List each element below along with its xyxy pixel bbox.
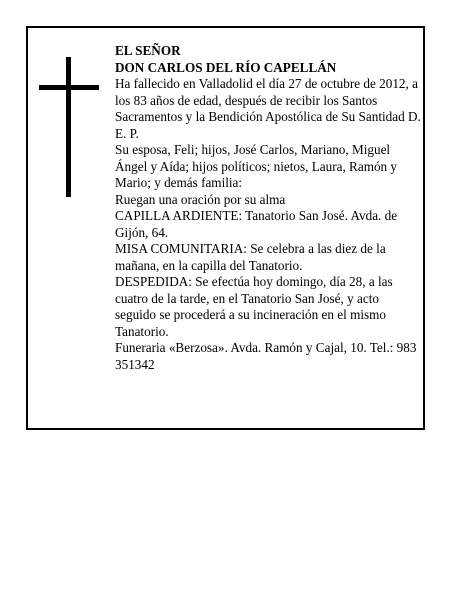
cross-horizontal-bar	[39, 85, 99, 90]
obituary-text	[115, 43, 423, 373]
prayer-request: Ruegan una oración por su alma	[115, 191, 286, 207]
mass-info: MISA COMUNITARIA: Se celebra a las diez de la mañana, en la capilla del Tanatorio.	[115, 241, 386, 273]
deceased-name: DON CARLOS DEL RÍO CAPELLÁN	[115, 59, 337, 75]
death-notice: Ha fallecido en Valladolid el día 27 de octubre de 2012, a los 83 años de edad, después de recibir los Santos Sacramentos y la Bendición Apostólica de Su Santidad D. E. P.	[115, 76, 421, 141]
obituary-notice	[26, 26, 425, 430]
family-list: Su esposa, Feli; hijos, José Carlos, Mariano, Miguel Ángel y Aída; hijos políticos; nietos, Laura, Ramón y Mario; y demás familia:	[115, 142, 398, 190]
chapel-info: CAPILLA ARDIENTE: Tanatorio San José. Avda. de Gijón, 64.	[115, 208, 398, 240]
cross-icon	[39, 57, 99, 197]
farewell-info: DESPEDIDA: Se efectúa hoy domingo, día 28, a las cuatro de la tarde, en el Tanatorio San José, y acto seguido se procederá a su incineración en el mismo Tanatorio.	[115, 274, 393, 339]
funeral-home-info: Funeraria «Berzosa». Avda. Ramón y Cajal, 10. Tel.: 983 351342	[115, 340, 417, 372]
heading-title: EL SEÑOR	[115, 43, 181, 58]
cross-vertical-bar	[66, 57, 71, 197]
